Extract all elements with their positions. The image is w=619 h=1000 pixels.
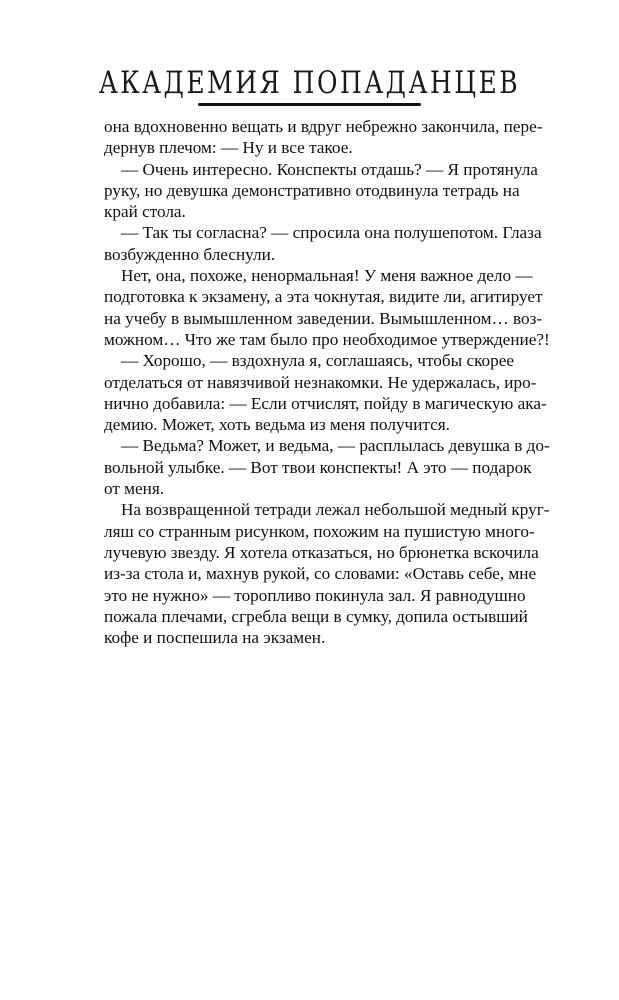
text-line: ляш со странным рисунком, похожим на пушистую много- <box>104 521 535 541</box>
paragraph <box>104 265 550 350</box>
text-line: можном… Что же там было про необходимое утверждение?! <box>104 329 550 349</box>
paragraph <box>104 159 538 223</box>
text-line: вольной улыбке. — Вот твои конспекты! А это — подарок <box>104 457 532 477</box>
text-line: демию. Может, хоть ведьма из меня получится. <box>104 415 450 435</box>
body-text <box>104 116 550 648</box>
running-head <box>0 64 619 101</box>
text-line: кофе и поспешила на экзамен. <box>104 628 326 648</box>
text-line: На возвращенной тетради лежал небольшой медный круг- <box>121 500 550 520</box>
text-line: лучевую звезду. Я хотела отказаться, но брюнетка вскочила <box>104 542 539 562</box>
text-line: от меня. <box>104 479 165 499</box>
text-line: дернув плечом: — Ну и все такое. <box>104 138 353 158</box>
text-line: — Так ты согласна? — спросила она полушепотом. Глаза <box>121 223 542 243</box>
text-line: подготовка к экзамену, а эта чокнутая, видите ли, агитирует <box>104 287 543 307</box>
text-line: отделаться от навязчивой незнакомки. Не удержалась, иро- <box>104 372 537 392</box>
text-line: руку, но девушка демонстративно отодвинула тетрадь на <box>104 180 520 200</box>
text-line: это не нужно» — торопливо покинула зал. Я равнодушно <box>104 585 526 605</box>
text-line: нично добавила: — Если отчислят, пойду в магическую ака- <box>104 393 547 413</box>
running-head-underline <box>198 103 421 106</box>
text-line: она вдохновенно вещать и вдруг небрежно закончила, пере- <box>104 117 543 136</box>
text-line: пожала плечами, сгребла вещи в сумку, допила остывший <box>104 606 528 626</box>
text-line: — Очень интересно. Конспекты отдашь? — Я протянула <box>121 159 538 179</box>
paragraph <box>104 435 550 499</box>
text-line: на учебу в вымышленном заведении. Вымышленном… воз- <box>104 308 543 328</box>
running-head-title: АКАДЕМИЯ ПОПАДАНЦЕВ <box>98 64 521 101</box>
text-line: из-за стола и, махнув рукой, со словами: «Оставь себе, мне <box>104 564 537 584</box>
text-line: Нет, она, похоже, ненормальная! У меня важное дело — <box>121 266 533 286</box>
text-line: — Хорошо, — вздохнула я, соглашаясь, чтобы скорее <box>121 351 514 371</box>
paragraph <box>104 499 550 648</box>
paragraph <box>104 350 547 435</box>
paragraph <box>104 116 543 159</box>
text-line: — Ведьма? Может, и ведьма, — расплылась девушка в до- <box>121 436 550 456</box>
paragraph <box>104 222 542 265</box>
text-line: край стола. <box>104 202 186 222</box>
text-line: возбужденно блеснули. <box>104 244 276 264</box>
